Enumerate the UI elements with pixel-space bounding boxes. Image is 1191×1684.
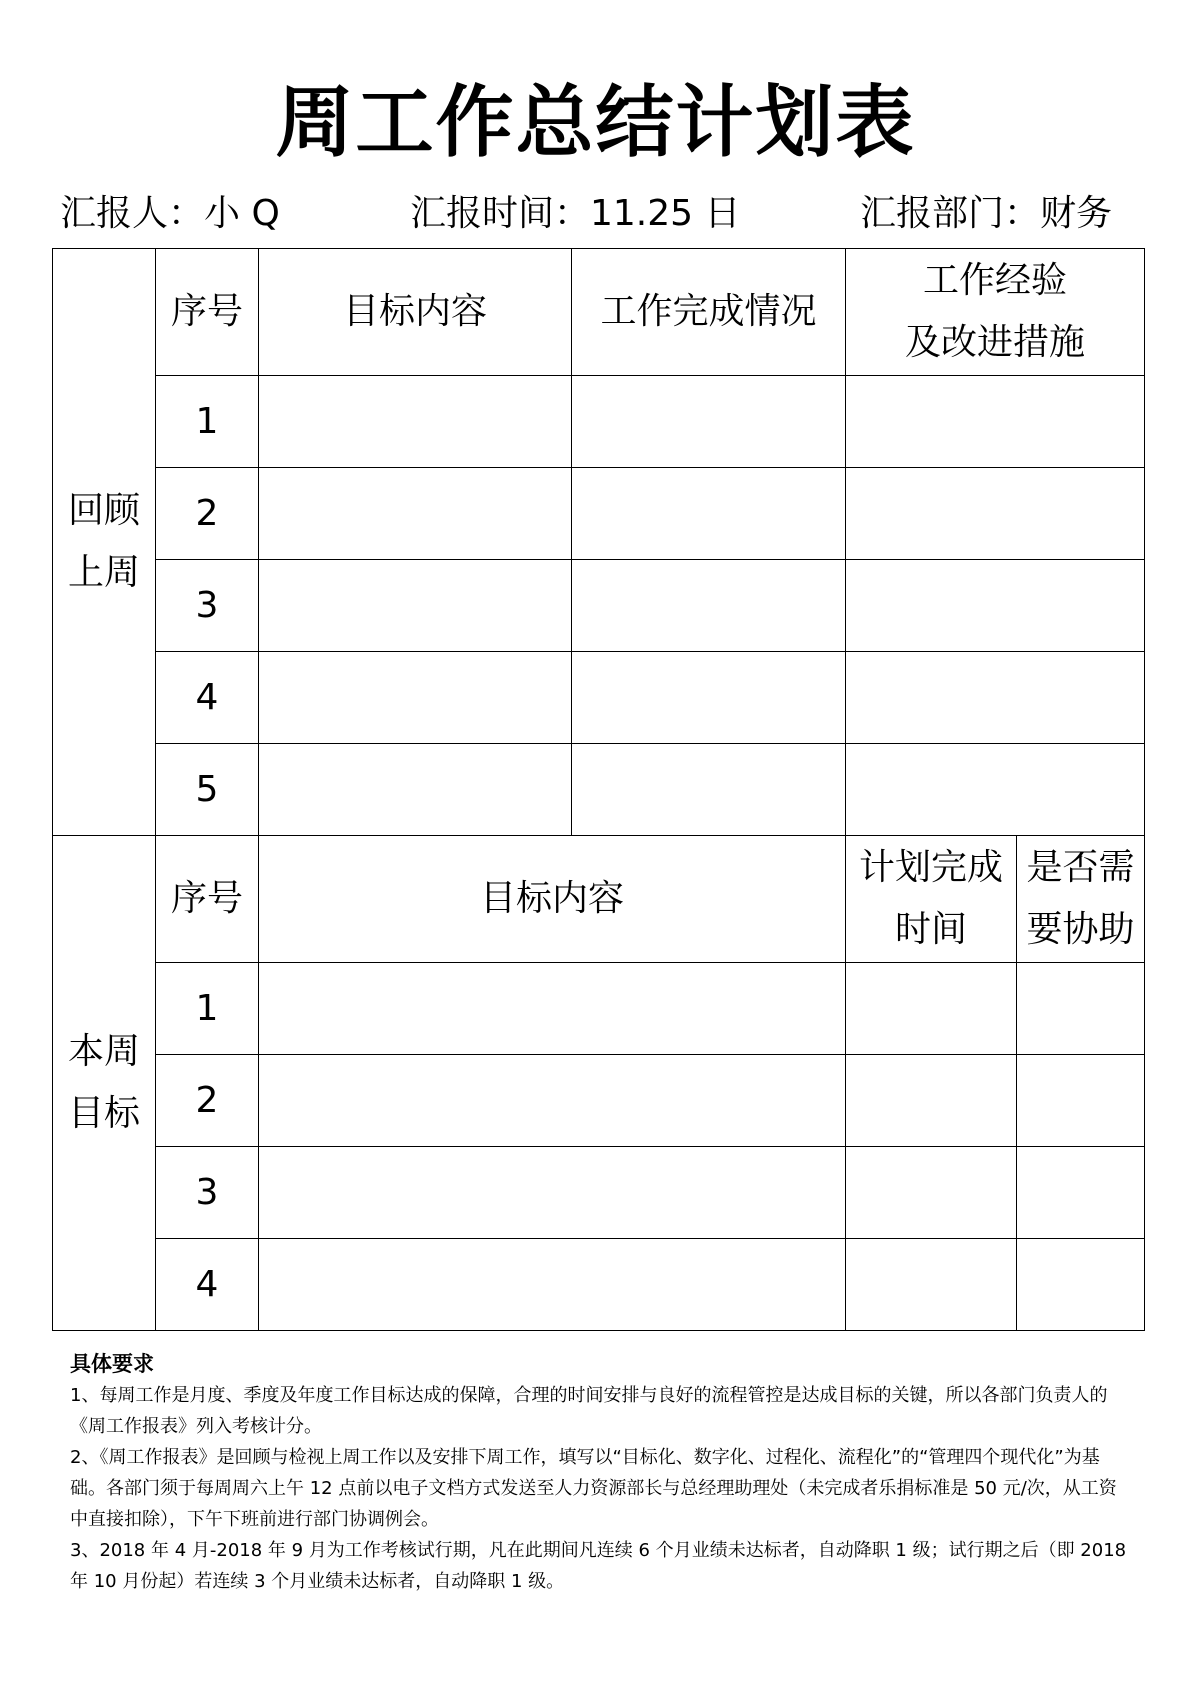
requirements-section [70, 1348, 1132, 1597]
plan-row-number: 1 [156, 963, 259, 1055]
review-experience-cell[interactable] [846, 652, 1145, 744]
review-experience-header: 工作经验 及改进措施 [846, 249, 1145, 376]
review-row-number: 2 [156, 468, 259, 560]
review-seq-header: 序号 [156, 249, 259, 376]
review-completion-cell[interactable] [572, 744, 846, 836]
plan-time-cell[interactable] [846, 1147, 1017, 1239]
plan-row-number: 2 [156, 1055, 259, 1147]
report-time-field: 汇报时间：11.25 日 [410, 193, 741, 234]
plan-row-number: 4 [156, 1239, 259, 1331]
review-row-number: 1 [156, 376, 259, 468]
review-experience-cell[interactable] [846, 560, 1145, 652]
requirements-heading: 具体要求 [70, 1352, 154, 1376]
plan-header-row [53, 836, 1145, 963]
reporter-field: 汇报人：小 Q [60, 193, 280, 234]
review-completion-cell[interactable] [572, 376, 846, 468]
table-row [53, 560, 1145, 652]
plan-help-cell[interactable] [1017, 1147, 1145, 1239]
review-goal-header: 目标内容 [259, 249, 572, 376]
table-row [53, 1055, 1145, 1147]
review-goal-cell[interactable] [259, 376, 572, 468]
table-row [53, 963, 1145, 1055]
plan-help-header: 是否需 要协助 [1017, 836, 1145, 963]
review-goal-cell[interactable] [259, 744, 572, 836]
table-row [53, 744, 1145, 836]
plan-time-cell[interactable] [846, 963, 1017, 1055]
review-completion-cell[interactable] [572, 468, 846, 560]
plan-goal-cell[interactable] [259, 1055, 846, 1147]
requirement-item: 2、《周工作报表》是回顾与检视上周工作以及安排下周工作，填写以“目标化、数字化、过程化、流程化”的“管理四个现代化”为基础。各部门须于每周周六上午 12 点前以电子文档方式发送至人力资源部长与总经理助理处（未完成者乐捐标准是 50 元/次，从工资中直接扣除），下午下班前进行部门协调例会。 [70, 1447, 1117, 1530]
plan-row-number: 3 [156, 1147, 259, 1239]
plan-help-cell[interactable] [1017, 1239, 1145, 1331]
plan-help-cell[interactable] [1017, 963, 1145, 1055]
table-row [53, 652, 1145, 744]
review-row-number: 4 [156, 652, 259, 744]
table-row [53, 1147, 1145, 1239]
review-experience-cell[interactable] [846, 376, 1145, 468]
table-row [53, 1239, 1145, 1331]
review-experience-cell[interactable] [846, 744, 1145, 836]
requirement-item: 1、每周工作是月度、季度及年度工作目标达成的保障，合理的时间安排与良好的流程管控是达成目标的关键，所以各部门负责人的《周工作报表》列入考核计分。 [70, 1385, 1108, 1437]
review-experience-cell[interactable] [846, 468, 1145, 560]
review-goal-cell[interactable] [259, 560, 572, 652]
review-completion-header: 工作完成情况 [572, 249, 846, 376]
plan-time-cell[interactable] [846, 1055, 1017, 1147]
table-row [53, 468, 1145, 560]
plan-seq-header: 序号 [156, 836, 259, 963]
weekly-summary-table [52, 248, 1145, 1331]
review-completion-cell[interactable] [572, 652, 846, 744]
review-section-label: 回顾 上周 [53, 249, 156, 836]
plan-goal-cell[interactable] [259, 963, 846, 1055]
plan-help-cell[interactable] [1017, 1055, 1145, 1147]
review-completion-cell[interactable] [572, 560, 846, 652]
department-field: 汇报部门：财务 [860, 193, 1113, 234]
review-goal-cell[interactable] [259, 652, 572, 744]
table-row [53, 376, 1145, 468]
plan-time-header: 计划完成 时间 [846, 836, 1017, 963]
plan-section-label: 本周 目标 [53, 836, 156, 1331]
plan-goal-header: 目标内容 [259, 836, 846, 963]
requirement-item: 3、2018 年 4 月-2018 年 9 月为工作考核试行期，凡在此期间凡连续 6 个月业绩未达标者，自动降职 1 级；试行期之后（即 2018 年 10 月份起）若连续 3 个月业绩未达标者，自动降职 1 级。 [70, 1540, 1127, 1592]
review-row-number: 5 [156, 744, 259, 836]
plan-goal-cell[interactable] [259, 1147, 846, 1239]
review-goal-cell[interactable] [259, 468, 572, 560]
page-title: 周工作总结计划表 [275, 78, 916, 168]
review-header-row [53, 249, 1145, 376]
review-row-number: 3 [156, 560, 259, 652]
plan-goal-cell[interactable] [259, 1239, 846, 1331]
plan-time-cell[interactable] [846, 1239, 1017, 1331]
